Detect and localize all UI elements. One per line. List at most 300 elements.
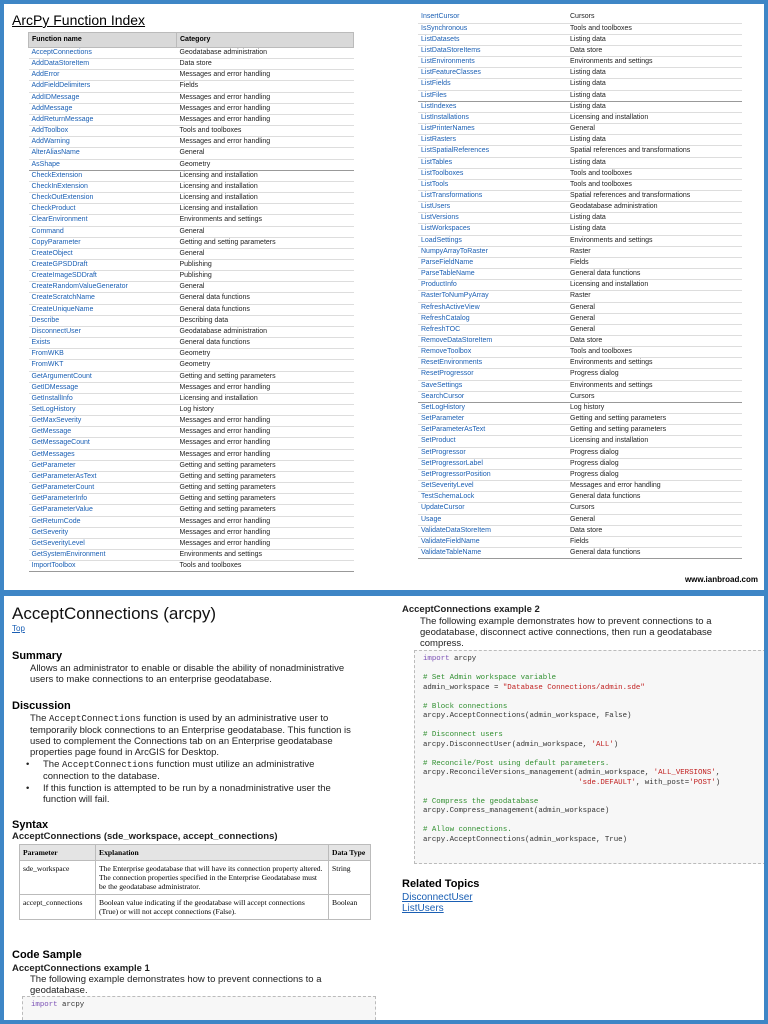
function-link[interactable]: CopyParameter bbox=[29, 237, 177, 248]
code-sample-heading: Code Sample bbox=[12, 949, 82, 961]
top-link[interactable]: Top bbox=[12, 624, 25, 633]
category-cell: General bbox=[567, 514, 742, 525]
function-link[interactable]: AddFieldDelimiters bbox=[29, 81, 177, 92]
table-row bbox=[29, 193, 354, 204]
function-link[interactable]: RefreshTOC bbox=[418, 324, 567, 335]
table-row bbox=[29, 181, 354, 192]
discussion-text: The AcceptConnections function is used by an administrative user to temporarily block connections to an Enterprise geodatabase. This function is used to complement the Connections tab on an Enterprise geodatabase properties page found in ArcGIS for Desktop. bbox=[30, 713, 351, 758]
function-link[interactable]: CreateRandomValueGenerator bbox=[29, 282, 177, 293]
param-header-name: Parameter bbox=[20, 845, 96, 861]
function-link[interactable]: Command bbox=[29, 226, 177, 237]
table-row bbox=[418, 380, 742, 391]
category-cell: Log history bbox=[177, 405, 354, 416]
category-cell: Messages and error handling bbox=[177, 114, 354, 125]
category-cell: Tools and toolboxes bbox=[567, 179, 742, 190]
table-row bbox=[29, 494, 354, 505]
table-row bbox=[418, 347, 742, 358]
table-row bbox=[418, 447, 742, 458]
function-link[interactable]: AddToolbox bbox=[29, 126, 177, 137]
syntax-signature: AcceptConnections (sde_workspace, accept_connections) bbox=[12, 831, 278, 842]
category-cell: Listing data bbox=[567, 135, 742, 146]
category-cell: General bbox=[177, 248, 354, 259]
table-row bbox=[418, 257, 742, 268]
summary-heading: Summary bbox=[12, 650, 63, 662]
table-row bbox=[29, 427, 354, 438]
table-row bbox=[418, 124, 742, 135]
function-link[interactable]: AddError bbox=[29, 70, 177, 81]
column-header-category: Category bbox=[177, 33, 354, 48]
table-row bbox=[29, 360, 354, 371]
function-link[interactable]: RefreshActiveView bbox=[418, 302, 567, 313]
table-row bbox=[29, 527, 354, 538]
category-cell: Getting and setting parameters bbox=[177, 494, 354, 505]
function-link[interactable]: ListFeatureClasses bbox=[418, 68, 567, 79]
function-link[interactable]: SetProduct bbox=[418, 436, 567, 447]
function-link[interactable]: RemoveToolbox bbox=[418, 347, 567, 358]
table-row bbox=[29, 59, 354, 70]
category-cell: Listing data bbox=[567, 101, 742, 112]
function-link[interactable]: SetProgressorPosition bbox=[418, 469, 567, 480]
function-link[interactable]: CheckInExtension bbox=[29, 181, 177, 192]
category-cell: Geodatabase administration bbox=[567, 202, 742, 213]
category-cell: Spatial references and transformations bbox=[567, 190, 742, 201]
function-link[interactable]: RefreshCatalog bbox=[418, 313, 567, 324]
category-cell: Progress dialog bbox=[567, 469, 742, 480]
category-cell: General data functions bbox=[177, 338, 354, 349]
function-link[interactable]: FromWKB bbox=[29, 349, 177, 360]
category-cell: Log history bbox=[567, 402, 742, 413]
category-cell: General bbox=[567, 302, 742, 313]
index-title: ArcPy Function Index bbox=[12, 12, 146, 28]
category-cell: General bbox=[177, 226, 354, 237]
function-link[interactable]: ListTools bbox=[418, 179, 567, 190]
function-link[interactable]: GetIDMessage bbox=[29, 382, 177, 393]
table-row bbox=[418, 157, 742, 168]
function-link[interactable]: ListPrinterNames bbox=[418, 124, 567, 135]
category-cell: Spatial references and transformations bbox=[567, 146, 742, 157]
function-link[interactable]: ValidateFieldName bbox=[418, 536, 567, 547]
category-cell: Getting and setting parameters bbox=[177, 460, 354, 471]
function-link[interactable]: AsShape bbox=[29, 159, 177, 170]
function-link[interactable]: ListTransformations bbox=[418, 190, 567, 201]
function-link[interactable]: GetMessage bbox=[29, 427, 177, 438]
table-row bbox=[29, 159, 354, 170]
table-row bbox=[418, 12, 742, 23]
function-link[interactable]: RemoveDataStoreItem bbox=[418, 336, 567, 347]
category-cell: Licensing and installation bbox=[177, 204, 354, 215]
category-cell: Listing data bbox=[567, 224, 742, 235]
function-link[interactable]: UpdateCursor bbox=[418, 503, 567, 514]
table-row bbox=[29, 315, 354, 326]
category-cell: Geometry bbox=[177, 349, 354, 360]
category-cell: Raster bbox=[567, 246, 742, 257]
function-link[interactable]: GetSystemEnvironment bbox=[29, 550, 177, 561]
category-cell: Fields bbox=[567, 257, 742, 268]
category-cell: Getting and setting parameters bbox=[177, 471, 354, 482]
category-cell: Getting and setting parameters bbox=[567, 425, 742, 436]
function-link[interactable]: GetSeverity bbox=[29, 527, 177, 538]
table-row bbox=[29, 393, 354, 404]
table-row bbox=[29, 449, 354, 460]
table-row bbox=[418, 45, 742, 56]
category-cell: Messages and error handling bbox=[177, 382, 354, 393]
category-cell: Tools and toolboxes bbox=[567, 23, 742, 34]
category-cell: Fields bbox=[177, 81, 354, 92]
table-row bbox=[418, 336, 742, 347]
function-link[interactable]: GetParameterAsText bbox=[29, 471, 177, 482]
table-row bbox=[29, 338, 354, 349]
table-row: accept_connections Boolean value indicating if the geodatabase will accept connections (True) or will not accept connections (False). Boolean bbox=[20, 895, 371, 920]
category-cell: Messages and error handling bbox=[177, 516, 354, 527]
category-cell: Geometry bbox=[177, 360, 354, 371]
function-link[interactable]: ListFields bbox=[418, 79, 567, 90]
function-link[interactable]: DisconnectUser bbox=[29, 326, 177, 337]
function-link[interactable]: ListRasters bbox=[418, 135, 567, 146]
function-link[interactable]: SetProgressorLabel bbox=[418, 458, 567, 469]
table-row bbox=[29, 92, 354, 103]
function-link[interactable]: RasterToNumPyArray bbox=[418, 291, 567, 302]
function-link[interactable]: SetSeverityLevel bbox=[418, 481, 567, 492]
function-link[interactable]: GetSeverityLevel bbox=[29, 538, 177, 549]
category-cell: Progress dialog bbox=[567, 458, 742, 469]
table-row bbox=[29, 170, 354, 181]
table-row bbox=[29, 561, 354, 572]
syntax-heading: Syntax bbox=[12, 819, 49, 831]
table-row bbox=[418, 324, 742, 335]
table-row bbox=[418, 514, 742, 525]
table-row bbox=[29, 237, 354, 248]
category-cell: Geodatabase administration bbox=[177, 326, 354, 337]
discussion-heading: Discussion bbox=[12, 700, 71, 712]
function-index-table-right bbox=[418, 12, 742, 559]
function-link[interactable]: GetParameterCount bbox=[29, 483, 177, 494]
table-row bbox=[29, 371, 354, 382]
function-link[interactable]: CheckProduct bbox=[29, 204, 177, 215]
category-cell: Listing data bbox=[567, 90, 742, 101]
table-row bbox=[418, 213, 742, 224]
category-cell: General data functions bbox=[177, 304, 354, 315]
table-row bbox=[418, 269, 742, 280]
function-link[interactable]: SetParameterAsText bbox=[418, 425, 567, 436]
function-link[interactable]: GetMaxSeverity bbox=[29, 416, 177, 427]
function-link[interactable]: Describe bbox=[29, 315, 177, 326]
function-link[interactable]: ImportToolbox bbox=[29, 561, 177, 572]
category-cell: General bbox=[567, 324, 742, 335]
category-cell: Messages and error handling bbox=[177, 527, 354, 538]
example1-title: AcceptConnections example 1 bbox=[12, 963, 150, 974]
category-cell: Environments and settings bbox=[567, 380, 742, 391]
table-row bbox=[418, 391, 742, 402]
function-link[interactable]: CreateGPSDDraft bbox=[29, 259, 177, 270]
accept-connections-page bbox=[4, 596, 764, 1020]
function-link[interactable]: GetParameterValue bbox=[29, 505, 177, 516]
category-cell: Messages and error handling bbox=[177, 103, 354, 114]
function-link[interactable]: AddReturnMessage bbox=[29, 114, 177, 125]
category-cell: Licensing and installation bbox=[177, 170, 354, 181]
table-row bbox=[29, 516, 354, 527]
function-link[interactable]: ResetProgressor bbox=[418, 369, 567, 380]
related-link-listusers[interactable]: ListUsers bbox=[402, 903, 444, 914]
column-header-function: Function name bbox=[29, 33, 177, 48]
function-link[interactable]: GetReturnCode bbox=[29, 516, 177, 527]
summary-text: Allows an administrator to enable or disable the ability of nonadministrative users to make connections to an enterprise geodatabase. bbox=[30, 663, 345, 685]
list-item: • The AcceptConnections function must utilize an administrative connection to the database. bbox=[24, 759, 349, 782]
example1-code: import arcpy bbox=[22, 996, 376, 1020]
category-cell: Messages and error handling bbox=[177, 427, 354, 438]
category-cell: Progress dialog bbox=[567, 369, 742, 380]
category-cell: General bbox=[177, 148, 354, 159]
table-row bbox=[29, 48, 354, 59]
function-link[interactable]: IsSynchronous bbox=[418, 23, 567, 34]
category-cell: Data store bbox=[177, 59, 354, 70]
function-link[interactable]: LoadSettings bbox=[418, 235, 567, 246]
table-row bbox=[418, 280, 742, 291]
function-link[interactable]: SaveSettings bbox=[418, 380, 567, 391]
function-index-table-left bbox=[28, 32, 354, 572]
category-cell: Cursors bbox=[567, 391, 742, 402]
table-row bbox=[29, 483, 354, 494]
function-link[interactable]: ResetEnvironments bbox=[418, 358, 567, 369]
category-cell: Licensing and installation bbox=[177, 181, 354, 192]
table-row bbox=[29, 215, 354, 226]
related-topics-list bbox=[402, 892, 473, 914]
function-link[interactable]: GetParameter bbox=[29, 460, 177, 471]
category-cell: Tools and toolboxes bbox=[177, 561, 354, 572]
function-link[interactable]: ParseTableName bbox=[418, 269, 567, 280]
category-cell: Data store bbox=[567, 336, 742, 347]
function-link[interactable]: AddMessage bbox=[29, 103, 177, 114]
function-link[interactable]: SetProgressor bbox=[418, 447, 567, 458]
page-title: AcceptConnections (arcpy) bbox=[12, 604, 217, 623]
table-row bbox=[29, 538, 354, 549]
category-cell: Listing data bbox=[567, 79, 742, 90]
category-cell: Messages and error handling bbox=[177, 438, 354, 449]
table-row bbox=[29, 550, 354, 561]
category-cell: Cursors bbox=[567, 503, 742, 514]
function-link[interactable]: FromWKT bbox=[29, 360, 177, 371]
function-link[interactable]: AcceptConnections bbox=[29, 48, 177, 59]
table-row bbox=[418, 168, 742, 179]
function-link[interactable]: CheckOutExtension bbox=[29, 193, 177, 204]
function-link[interactable]: ListIndexes bbox=[418, 101, 567, 112]
category-cell: Geometry bbox=[177, 159, 354, 170]
function-link[interactable]: CreateUniqueName bbox=[29, 304, 177, 315]
category-cell: Listing data bbox=[567, 34, 742, 45]
category-cell: Fields bbox=[567, 536, 742, 547]
table-row bbox=[418, 112, 742, 123]
discussion-bullets bbox=[24, 759, 349, 806]
table-row bbox=[29, 148, 354, 159]
function-link[interactable]: AddDataStoreItem bbox=[29, 59, 177, 70]
table-row bbox=[418, 458, 742, 469]
category-cell: Messages and error handling bbox=[177, 92, 354, 103]
table-row bbox=[29, 282, 354, 293]
table-row bbox=[29, 471, 354, 482]
function-link[interactable]: InsertCursor bbox=[418, 12, 567, 23]
category-cell: Environments and settings bbox=[567, 358, 742, 369]
category-cell: Licensing and installation bbox=[567, 436, 742, 447]
category-cell: Getting and setting parameters bbox=[177, 505, 354, 516]
example2-text: The following example demonstrates how to prevent connections to a geodatabase, disconnect active connections, then run a geodatabase compress. bbox=[420, 616, 713, 649]
list-item: • If this function is attempted to be run by a nonadministrative user the function will fail. bbox=[24, 783, 349, 805]
table-row bbox=[418, 224, 742, 235]
category-cell: General bbox=[567, 313, 742, 324]
function-index-page bbox=[4, 4, 764, 590]
related-topics-heading: Related Topics bbox=[402, 878, 480, 890]
table-row bbox=[418, 146, 742, 157]
table-row bbox=[418, 23, 742, 34]
example2-title: AcceptConnections example 2 bbox=[402, 604, 540, 615]
function-link[interactable]: AlterAliasName bbox=[29, 148, 177, 159]
function-link[interactable]: SetParameter bbox=[418, 414, 567, 425]
table-row bbox=[29, 103, 354, 114]
table-row bbox=[418, 57, 742, 68]
function-link[interactable]: ValidateDataStoreItem bbox=[418, 525, 567, 536]
category-cell: Data store bbox=[567, 45, 742, 56]
function-link[interactable]: ListEnvironments bbox=[418, 57, 567, 68]
function-link[interactable]: ValidateTableName bbox=[418, 547, 567, 558]
table-row bbox=[418, 34, 742, 45]
category-cell: Cursors bbox=[567, 12, 742, 23]
category-cell: Listing data bbox=[567, 157, 742, 168]
category-cell: Environments and settings bbox=[177, 215, 354, 226]
example1-text: The following example demonstrates how to prevent connections to a geodatabase. bbox=[30, 974, 322, 996]
category-cell: Licensing and installation bbox=[177, 193, 354, 204]
category-cell: Messages and error handling bbox=[567, 481, 742, 492]
table-row bbox=[418, 302, 742, 313]
function-link[interactable]: SetLogHistory bbox=[418, 402, 567, 413]
table-row bbox=[418, 101, 742, 112]
category-cell: Environments and settings bbox=[567, 57, 742, 68]
category-cell: General data functions bbox=[567, 269, 742, 280]
category-cell: Tools and toolboxes bbox=[567, 347, 742, 358]
category-cell: Environments and settings bbox=[177, 550, 354, 561]
table-row bbox=[29, 126, 354, 137]
table-row bbox=[29, 226, 354, 237]
function-link[interactable]: ListWorkspaces bbox=[418, 224, 567, 235]
function-link[interactable]: CreateScratchName bbox=[29, 293, 177, 304]
function-link[interactable]: ListSpatialReferences bbox=[418, 146, 567, 157]
table-row bbox=[29, 70, 354, 81]
table-row bbox=[418, 358, 742, 369]
site-brand: www.ianbroad.com bbox=[684, 575, 758, 584]
table-row bbox=[418, 202, 742, 213]
table-row bbox=[29, 81, 354, 92]
category-cell: Environments and settings bbox=[567, 235, 742, 246]
table-row bbox=[29, 405, 354, 416]
table-row bbox=[418, 246, 742, 257]
category-cell: General data functions bbox=[567, 492, 742, 503]
function-link[interactable]: ListDataStoreItems bbox=[418, 45, 567, 56]
function-link[interactable]: SetLogHistory bbox=[29, 405, 177, 416]
function-link[interactable]: NumpyArrayToRaster bbox=[418, 246, 567, 257]
table-row bbox=[418, 291, 742, 302]
function-link[interactable]: GetArgumentCount bbox=[29, 371, 177, 382]
function-link[interactable]: ParseFieldName bbox=[418, 257, 567, 268]
category-cell: Progress dialog bbox=[567, 447, 742, 458]
category-cell: Publishing bbox=[177, 271, 354, 282]
table-row bbox=[418, 469, 742, 480]
category-cell: Getting and setting parameters bbox=[177, 371, 354, 382]
function-link[interactable]: GetParameterInfo bbox=[29, 494, 177, 505]
category-cell: General bbox=[177, 282, 354, 293]
function-link[interactable]: ListDatasets bbox=[418, 34, 567, 45]
table-row bbox=[418, 436, 742, 447]
table-row bbox=[29, 505, 354, 516]
function-link[interactable]: AddWarning bbox=[29, 137, 177, 148]
function-link[interactable]: GetMessages bbox=[29, 449, 177, 460]
table-row bbox=[418, 190, 742, 201]
function-link[interactable]: ListVersions bbox=[418, 213, 567, 224]
function-link[interactable]: SearchCursor bbox=[418, 391, 567, 402]
function-link[interactable]: ProductInfo bbox=[418, 280, 567, 291]
category-cell: Listing data bbox=[567, 213, 742, 224]
table-row bbox=[418, 402, 742, 413]
category-cell: Messages and error handling bbox=[177, 538, 354, 549]
category-cell: General data functions bbox=[567, 547, 742, 558]
category-cell: Messages and error handling bbox=[177, 137, 354, 148]
table-row bbox=[418, 414, 742, 425]
table-row bbox=[29, 137, 354, 148]
category-cell: Tools and toolboxes bbox=[567, 168, 742, 179]
table-row bbox=[29, 248, 354, 259]
table-row bbox=[418, 492, 742, 503]
function-link[interactable]: AddIDMessage bbox=[29, 92, 177, 103]
function-link[interactable]: Exists bbox=[29, 338, 177, 349]
table-row bbox=[418, 503, 742, 514]
category-cell: Getting and setting parameters bbox=[177, 237, 354, 248]
function-link[interactable]: GetMessageCount bbox=[29, 438, 177, 449]
function-link[interactable]: CreateImageSDDraft bbox=[29, 271, 177, 282]
category-cell: Messages and error handling bbox=[177, 416, 354, 427]
table-row bbox=[29, 271, 354, 282]
table-row bbox=[418, 135, 742, 146]
function-link[interactable]: ListFiles bbox=[418, 90, 567, 101]
parameters-table bbox=[19, 844, 371, 920]
table-row bbox=[29, 438, 354, 449]
category-cell: General data functions bbox=[177, 293, 354, 304]
function-link[interactable]: ListTables bbox=[418, 157, 567, 168]
category-cell: Messages and error handling bbox=[177, 70, 354, 81]
example2-code: import arcpy # Set Admin workspace variable admin_workspace = "Database Connections/admin.sde" # Block connections arcpy.AcceptConnections(admin_workspace, False) # Disconnect users arcpy.DisconnectUser(admin_workspace, 'ALL') # Reconcile/Post using default parameters. arcpy.ReconcileVersions_management(admin_workspace, 'ALL_VERSIONS', 'sde.DEFAULT', with_post='POST') # Compress the geodatabase arcpy.Compress_management(admin_workspace) # Allow connections. arcpy.AcceptConnections(admin_workspace, True) bbox=[414, 650, 764, 864]
function-link[interactable]: CheckExtension bbox=[29, 170, 177, 181]
table-row bbox=[418, 235, 742, 246]
function-link[interactable]: ListInstallations bbox=[418, 112, 567, 123]
table-row bbox=[29, 349, 354, 360]
function-link[interactable]: ClearEnvironment bbox=[29, 215, 177, 226]
table-row bbox=[418, 68, 742, 79]
function-link[interactable]: TestSchemaLock bbox=[418, 492, 567, 503]
table-row bbox=[418, 547, 742, 558]
table-row bbox=[29, 416, 354, 427]
table-row bbox=[29, 304, 354, 315]
function-link[interactable]: Usage bbox=[418, 514, 567, 525]
related-link-disconnectuser[interactable]: DisconnectUser bbox=[402, 892, 473, 903]
function-link[interactable]: CreateObject bbox=[29, 248, 177, 259]
param-header-explanation: Explanation bbox=[96, 845, 329, 861]
function-link[interactable]: ListToolboxes bbox=[418, 168, 567, 179]
category-cell: Tools and toolboxes bbox=[177, 126, 354, 137]
table-row bbox=[29, 293, 354, 304]
function-link[interactable]: GetInstallInfo bbox=[29, 393, 177, 404]
table-row bbox=[29, 326, 354, 337]
function-link[interactable]: ListUsers bbox=[418, 202, 567, 213]
table-row bbox=[418, 179, 742, 190]
table-row bbox=[418, 536, 742, 547]
table-row bbox=[418, 525, 742, 536]
category-cell: Raster bbox=[567, 291, 742, 302]
table-row bbox=[418, 79, 742, 90]
